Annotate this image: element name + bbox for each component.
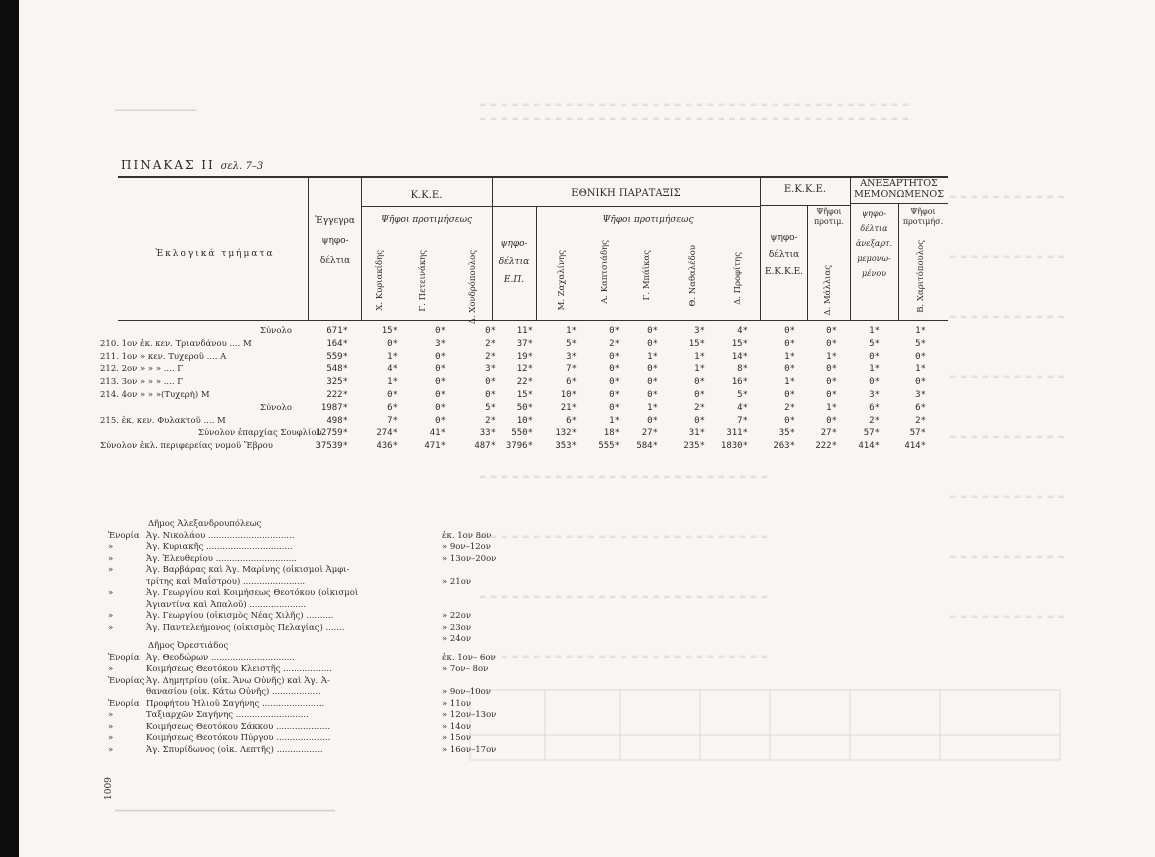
table-cell: 16* [731,377,748,388]
table-cell: 19* [516,351,533,362]
table-cell: 325* [326,377,348,388]
svg-text:▔▔▔▔▔▔▔▔▔▔▔▔▔▔▔▔▔▔▔▔▔▔▔▔▔▔: ▔▔▔▔▔▔▔▔▔▔▔▔▔▔▔▔▔▔▔▔▔▔▔▔▔▔ [115,810,335,823]
header-candidate: Γ. Πετεινάκης [418,250,428,312]
table-cell: 1* [647,402,658,413]
table-cell: 1830* [720,441,748,452]
table-cell: 2* [485,415,496,426]
table-cell: 0* [609,377,620,388]
row-label: 214. 4ον » » »(Τυχερὴ) Μ [100,390,210,400]
table-cell: 0* [485,390,496,400]
row-label: 212. 2ον » » » .... Γ [100,364,184,375]
table-cell: 0* [784,364,795,375]
list-item-sections: » 12ον–13ον [442,710,497,720]
list-item-sections: » 16ον–17ον [442,744,497,755]
svg-text:═ ═ ═ ═ ═ ═ ═ ═ ═ ═ ═ ═ ═ ═ ═: ═ ═ ═ ═ ═ ═ ═ ═ ═ ═ ═ ═ ═ ═ ═ ═ ═ ═ ═ ═ ═ ═ ═ ═ ═ ═ ═ [480,593,768,603]
table-cell: 18* [603,428,620,439]
table-cell: 0* [609,390,620,400]
table-cell: 414* [858,441,880,452]
list-item-sections: » 21ον [442,576,472,587]
svg-text:═ ═ ═ ═ ═ ═ ═ ═ ═ ═ ═: ═ ═ ═ ═ ═ ═ ═ ═ ═ ═ ═ [950,193,1064,203]
svg-text:═ ═ ═ ═ ═ ═ ═ ═ ═ ═ ═: ═ ═ ═ ═ ═ ═ ═ ═ ═ ═ ═ [950,433,1064,443]
table-cell: 22* [516,377,533,388]
row-label: Σύνολον ἐπαρχίας Σουφλίου [198,428,322,439]
list-item-sections: » 9ον–12ον [442,542,491,552]
header-ekke: Ε.Κ.Κ.Ε. [783,184,827,195]
row-label: Σύνολον ἐκλ. περιφερείας νομοῦ Ἕβρου [100,441,273,452]
list-item-type: » [108,733,114,743]
list-item-name: Ἁγ. Σπυρίδωνος (οἰκ. Λεπτῆς) ................. [146,744,323,755]
table-cell: 414* [904,441,926,452]
table-cell: 235* [683,441,705,452]
table-cell: 5* [869,338,880,349]
table-cell: 1* [647,351,658,362]
table-cell: 4* [737,402,748,413]
list-item-name: Ἁγ. Δημητρίου (οἰκ. Ἄνω Οὐνῆς) καὶ Ἁγ. Ἀ- [146,675,330,686]
table-cell: 0* [915,351,926,362]
table-cell: 3* [485,364,496,375]
list-item-type: » [108,565,114,575]
table-cell: 4* [387,364,398,375]
table-cell: 0* [826,364,837,375]
table-cell: 0* [647,364,658,375]
list-item-type: » [108,721,114,732]
page-title: ΠΙΝΑΚΑΣ ΙΙ σελ. 7–3 [121,158,264,172]
table-cell: 6* [387,402,398,413]
header-ekke-ballots: ψηφο- δέλτια Ε.Κ.Κ.Ε. [764,233,804,277]
header-candidate: Μ. Ζαχαλίνης [557,250,567,311]
svg-text:═ ═ ═ ═ ═ ═ ═ ═ ═ ═ ═ ═ ═ ═ ═: ═ ═ ═ ═ ═ ═ ═ ═ ═ ═ ═ ═ ═ ═ ═ ═ ═ ═ ═ ═ ═ ═ ═ ═ ═ ═ ═ [480,653,768,663]
table-cell: 0* [694,415,705,426]
svg-text:═ ═ ═ ═ ═ ═ ═ ═ ═ ═ ═: ═ ═ ═ ═ ═ ═ ═ ═ ═ ═ ═ [950,253,1064,263]
list-item-name: Ἁγ. Κυριακῆς ................................ [146,542,293,552]
table-cell: 37* [516,338,533,349]
table-cell: 10* [516,415,533,426]
table-cell: 0* [869,377,880,388]
table-cell: 0* [784,338,795,349]
table-cell: 33* [479,428,496,439]
list-item [108,652,496,665]
list-item-sections: » 15ον [442,733,472,743]
list-item-name: Ἁγ. Βαρβάρας καὶ Ἁγ. Μαρίνης (οἰκισμοὶ Ἀμφι- [146,565,350,575]
table-top-rule [118,176,948,178]
header-registered: Ἐγγεγρα ψηφο- δέλτια [315,216,355,266]
list-item-type: » [108,542,114,552]
table-cell: 1* [869,326,880,336]
list-item-sections: » 7ον– 8ον [442,664,489,674]
svg-text:═ ═ ═ ═ ═ ═ ═ ═ ═ ═ ═: ═ ═ ═ ═ ═ ═ ═ ═ ═ ═ ═ [950,553,1064,563]
table-cell: 311* [726,428,748,439]
table-cell: 3* [566,351,577,362]
table-cell: 1* [694,351,705,362]
table-cell: 10* [560,390,577,400]
list-item-name: Ἁγ. Γεωργίου καὶ Κοιμήσεως Θεοτόκου (οἰκισμοὶ [146,588,359,598]
scan-edge [0,0,19,857]
svg-text:═ ═ ═ ═ ═ ═ ═ ═ ═ ═ ═: ═ ═ ═ ═ ═ ═ ═ ═ ═ ═ ═ [950,613,1064,623]
table-cell: 0* [609,402,620,413]
table-cell: 0* [435,326,446,336]
row-label: Σύνολο [260,402,292,413]
table-cell: 0* [826,326,837,336]
list-item-sections: ἐκ. 1ον– 6ον [442,652,496,663]
list-item-sections: » 23ον [442,622,472,633]
table-cell: 1* [387,377,398,388]
header-candidate: Γ. Μπάϊκας [642,250,652,301]
row-label: 215. ἐκ. κεν. Φυλακτοῦ .... Μ [100,415,226,426]
header-kke: Κ.Κ.Ε. [410,190,443,201]
list-item-name: Ἁγ. Γεωργίου (οἰκισμὸς Νέας Χιλῆς) .......... [146,611,334,621]
list-item [108,542,491,554]
table-cell: 1* [826,351,837,362]
table-cell: 27* [641,428,658,439]
page-number: 1009 [104,777,114,800]
list-item-name: Ἁγ. Θεοδώρων ............................... [146,652,295,663]
table-cell: 3* [869,390,880,400]
table-cell: 5* [915,338,926,349]
svg-text:▔▔▔▔▔▔▔▔▔▔▔▔▔▔▔: ▔▔▔▔▔▔▔▔▔▔▔▔▔▔▔ [115,111,197,121]
table-cell: 8* [737,364,748,375]
svg-text:═ ═ ═ ═ ═ ═ ═ ═ ═ ═ ═ ═ ═ ═ ═: ═ ═ ═ ═ ═ ═ ═ ═ ═ ═ ═ ═ ═ ═ ═ ═ ═ ═ ═ ═ ═ ═ ═ ═ ═ ═ ═ [480,473,768,483]
table-cell: 11* [516,326,533,336]
list-item-sections: » 24ον [442,634,472,644]
table-cell: 0* [869,351,880,362]
table-cell: 164* [326,338,348,349]
row-label: 210. 1ον ἐκ. κεν. Τριανδάνου .... Μ [100,338,252,349]
table-cell: 5* [566,338,577,349]
table-cell: 37539* [315,441,348,452]
svg-text:═ ═ ═ ═ ═ ═ ═ ═ ═ ═ ═ ═ ═ ═ ═: ═ ═ ═ ═ ═ ═ ═ ═ ═ ═ ═ ═ ═ ═ ═ ═ ═ ═ ═ ═ ═ ═ ═ ═ ═ ═ ═ ═ ═ ═ ═ ═ ═ ═ ═ ═ ═ ═ ═ ═ [480,115,909,125]
list-item-sections: » 22ον [442,611,472,621]
header-ep: ΕΘΝΙΚΗ ΠΑΡΑΤΑΞΙΣ [571,188,681,199]
header-candidate: Χ. Κυριακίδης [375,250,385,311]
table-cell: 353* [555,441,577,452]
table-cell: 436* [376,441,398,452]
svg-text:═ ═ ═ ═ ═ ═ ═ ═ ═ ═ ═ ═ ═ ═ ═: ═ ═ ═ ═ ═ ═ ═ ═ ═ ═ ═ ═ ═ ═ ═ ═ ═ ═ ═ ═ ═ ═ ═ ═ ═ ═ ═ [480,533,768,543]
list-item-name: Ταξιαρχῶν Σαγήνης ........................... [146,710,309,720]
list-item [108,553,497,566]
list-heading: Δῆμος Ἀλεξανδρουπόλεως [148,519,262,529]
table-cell: 14* [731,351,748,362]
list-item-type: » [108,664,114,674]
table-cell: 0* [435,351,446,362]
header-candidate: Α. Καπτσιάδης [600,240,610,304]
sub-rule [361,206,492,207]
table-cell: 6* [869,402,880,413]
svg-text:═ ═ ═ ═ ═ ═ ═ ═ ═ ═ ═: ═ ═ ═ ═ ═ ═ ═ ═ ═ ═ ═ [950,493,1064,503]
list-item-type: Ἐνορίας [108,675,145,686]
table-cell: 222* [815,441,837,452]
table-cell: 222* [326,390,348,400]
list-item-type: Ἐνορία [108,652,140,663]
table-cell: 0* [647,338,658,349]
list-heading: Δῆμος Ὀρεστιάδος [148,641,229,651]
table-cell: 15* [516,390,533,400]
col-rule [760,176,761,321]
table-cell: 1* [784,351,795,362]
list-item-type: » [108,553,114,564]
header-candidate: Β. Χαριτόπουλος [916,240,926,313]
list-item [108,698,472,711]
list-item [108,611,472,623]
table-cell: 1* [915,326,926,336]
table-cell: 263* [773,441,795,452]
list-item [108,721,472,734]
header-candidate: Δ. Προφίτης [733,252,743,305]
row-label: 213. 3ον » » » .... Γ [100,377,184,388]
table-cell: 1* [387,351,398,362]
table-cell: 27* [820,428,837,439]
table-cell: 7* [566,364,577,375]
table-cell: 2* [694,402,705,413]
list-item-name: θανασίου (οἰκ. Κάτω Οὐνῆς) .................. [146,687,321,697]
table-cell: 0* [826,415,837,426]
table-cell: 6* [566,377,577,388]
sub-rule [760,205,850,206]
table-cell: 0* [387,390,398,400]
list-item [108,576,472,589]
table-cell: 0* [609,326,620,336]
table-cell: 3* [915,390,926,400]
list-item [108,622,472,635]
list-item [108,710,497,722]
header-ep-pref: Ψῆφοι προτιμήσεως [602,215,694,225]
table-cell: 0* [609,364,620,375]
list-item-type: » [108,622,114,633]
table-cell: 584* [636,441,658,452]
list-item [108,565,468,577]
table-cell: 0* [826,390,837,400]
table-cell: 41* [429,428,446,439]
table-cell: 0* [784,326,795,336]
header-candidate: Δ. Χονδρόπουλος [468,250,478,325]
table-header-bottom-rule [118,320,948,321]
table-cell: 0* [435,390,446,400]
table-cell: 2* [784,402,795,413]
header-ind-ballots: ψηφο- δέλτια ἀνεξαρτ. μεμονω- μένου [855,209,893,278]
list-item [108,733,472,745]
table-cell: 498* [326,415,348,426]
table-cell: 5* [485,402,496,413]
table-cell: 0* [915,377,926,388]
table-cell: 3* [694,326,705,336]
list-item-sections: » 9ον–10ον [442,687,491,697]
table-cell: 2* [609,338,620,349]
table-cell: 0* [647,326,658,336]
list-item [108,687,491,699]
table-cell: 2* [485,338,496,349]
table-cell: 132* [555,428,577,439]
col-rule [308,176,309,321]
list-item [108,600,468,612]
table-cell: 0* [647,390,658,400]
table-cell: 1* [609,415,620,426]
table-cell: 0* [435,377,446,388]
table-cell: 0* [694,390,705,400]
table-cell: 3796* [505,441,533,452]
table-cell: 12759* [315,428,348,439]
table-cell: 15* [381,326,398,336]
table-cell: 0* [784,415,795,426]
table-cell: 0* [647,415,658,426]
list-item-name: Ἁγ. Παντελεήμονος (οἰκισμὸς Πελαγίας) ....... [146,622,345,633]
list-item-type: Ἐνορία [108,530,140,541]
table-cell: 0* [485,377,496,388]
table-cell: 1* [869,364,880,375]
table-cell: 0* [485,326,496,336]
list-item-name: τρίτης καὶ Μαΐστρου) ....................... [146,576,306,587]
table-cell: 559* [326,351,348,362]
table-cell: 1987* [320,402,348,413]
header-candidate: Θ. Ναθαλέδου [688,245,698,307]
table-cell: 471* [424,441,446,452]
sub-rule [850,203,948,204]
table-cell: 1* [566,326,577,336]
list-item-name: Προφήτου Ἠλιοῦ Σαγήνης ....................... [146,698,325,709]
table-cell: 0* [694,377,705,388]
svg-text:═ ═ ═ ═ ═ ═ ═ ═ ═ ═ ═: ═ ═ ═ ═ ═ ═ ═ ═ ═ ═ ═ [950,373,1064,383]
table-cell: 555* [598,441,620,452]
header-candidate: Δ. Μάλλιας [823,265,833,316]
table-cell: 548* [326,364,348,375]
row-label: 211. 1ον » κεν. Τυχεροῦ .... Α [100,351,227,362]
table-cell: 57* [863,428,880,439]
table-cell: 6* [566,415,577,426]
table-cell: 4* [737,326,748,336]
table-cell: 5* [737,390,748,400]
table-cell: 0* [826,338,837,349]
table-cell: 0* [647,377,658,388]
header-ind-pref: Ψῆφοι προτιμήσ. [902,207,944,226]
table-cell: 2* [869,415,880,426]
table-cell: 57* [909,428,926,439]
list-item-sections: » 13ον–20ον [442,553,497,564]
list-item-type: Ἐνορία [108,698,140,709]
table-cell: 31* [688,428,705,439]
header-independent: ΑΝΕΞΑΡΤΗΤΟΣ ΜΕΜΟΝΩΜΕΝΟΣ [854,178,944,200]
list-item-sections: ἐκ. 1ον 8ον [442,530,492,541]
table-cell: 0* [435,402,446,413]
table-cell: 12* [516,364,533,375]
table-cell: 15* [731,338,748,349]
list-item-type: » [108,710,114,720]
table-cell: 50* [516,402,533,413]
list-item-type: » [108,744,114,755]
table-cell: 6* [915,402,926,413]
table-cell: 0* [784,390,795,400]
list-item-name: Ἁγ. Ἐλευθερίου .............................. [146,553,297,564]
list-item [108,664,489,676]
list-item [108,588,468,600]
table-cell: 1* [915,364,926,375]
svg-text:═ ═ ═ ═ ═ ═ ═ ═ ═ ═ ═ ═ ═ ═ ═: ═ ═ ═ ═ ═ ═ ═ ═ ═ ═ ═ ═ ═ ═ ═ ═ ═ ═ ═ ═ ═ ═ ═ ═ ═ ═ ═ ═ ═ ═ ═ ═ ═ ═ ═ ═ ═ ═ ═ ═ [480,101,909,111]
header-ep-ballots: ψηφο- δέλτια Ε.Π. [498,239,530,285]
table-cell: 487* [474,441,496,452]
list-item-name: Ἀγιαντίνα καὶ Ἀπαλοῦ) ..................... [146,599,307,610]
table-cell: 2* [485,351,496,362]
list-item [108,744,497,757]
list-item-type: » [108,588,114,598]
list-item-sections: » 14ον [442,721,472,732]
row-label: Σύνολο [260,326,292,336]
table-cell: 1* [694,364,705,375]
header-sections-label: Ἐκλογικά τμήματα [155,249,275,259]
table-cell: 274* [376,428,398,439]
table-cell: 0* [609,351,620,362]
table-cell: 3* [435,338,446,349]
list-item [108,676,468,688]
table-cell: 0* [435,415,446,426]
sub-rule [492,206,760,207]
list-item-name: Κοιμήσεως Θεοτόκου Πύργου .................... [146,733,331,743]
table-cell: 7* [387,415,398,426]
table-cell: 15* [688,338,705,349]
list-item [108,530,492,543]
table-cell: 2* [915,415,926,426]
list-item-name: Κοιμήσεως Θεοτόκου Σάκκου .................... [146,721,331,732]
table-cell: 1* [784,377,795,388]
list-item-name: Ἁγ. Νικολάου ................................ [146,530,295,541]
table-cell: 1* [826,402,837,413]
table-cell: 671* [326,326,348,336]
district-list-alexandroupolis [108,519,497,644]
table-cell: 35* [778,428,795,439]
table-cell: 0* [387,338,398,349]
district-list-orestiada [108,641,497,755]
svg-text:═ ═ ═ ═ ═ ═ ═ ═ ═ ═ ═: ═ ═ ═ ═ ═ ═ ═ ═ ═ ═ ═ [950,313,1064,323]
table-cell: 21* [560,402,577,413]
header-kke-pref: Ψῆφοι προτιμήσεως [380,215,473,225]
table-cell: 7* [737,415,748,426]
table-cell: 0* [826,377,837,388]
list-item-type: » [108,611,114,621]
table-cell: 0* [435,364,446,375]
list-item-sections: » 11ον [442,698,472,709]
list-item-name: Κοιμήσεως Θεοτόκου Κλειστῆς .................. [146,664,332,674]
header-ekke-pref: Ψῆφοι προτιμ. [813,207,845,226]
table-cell: 550* [511,428,533,439]
